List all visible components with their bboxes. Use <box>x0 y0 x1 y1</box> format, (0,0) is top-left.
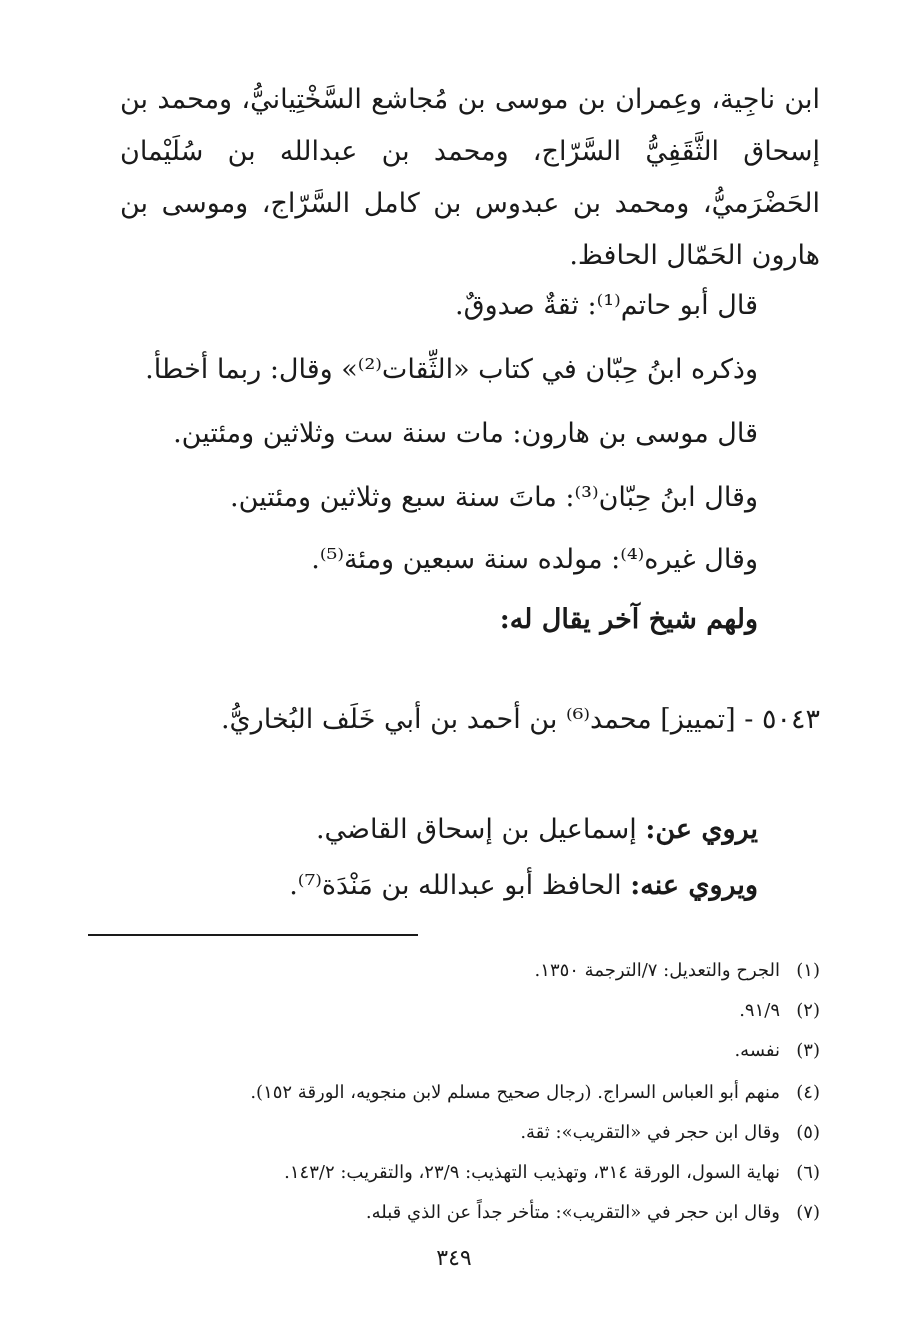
footnote-number: (٧) <box>796 1202 820 1223</box>
ibn-hibban-death-line: وقال ابنُ حِبّان⁽³⁾: ماتَ سنة سبع وثلاثين ومئتين. <box>230 482 758 513</box>
narrated-by-line <box>118 866 758 906</box>
section-heading: ولهم شيخ آخر يقال له: <box>499 604 758 635</box>
footnote-number: (٢) <box>796 1000 820 1021</box>
narrated-by-value: الحافظ أبو عبدالله بن مَنْدَة⁽⁷⁾. <box>289 870 631 901</box>
abu-hatim-line: قال أبو حاتم⁽¹⁾: ثقةٌ صدوقٌ. <box>455 290 758 321</box>
page-number: ٣٤٩ <box>436 1246 472 1271</box>
narrates-from-line <box>118 810 758 850</box>
footnote-item <box>80 956 820 986</box>
footnote-text: وقال ابن حجر في «التقريب»: ثقة. <box>520 1122 780 1143</box>
narrated-by-label: ويروي عنه: <box>630 870 758 901</box>
footnote-item <box>80 1158 820 1188</box>
footnote-number: (٣) <box>796 1040 820 1061</box>
narrates-from-value: إسماعيل بن إسحاق القاضي. <box>315 814 646 845</box>
footnote-divider <box>88 934 418 936</box>
footnote-number: (٤) <box>796 1082 820 1103</box>
footnote-text: ٩١/٩. <box>739 1000 780 1021</box>
footnote-item <box>80 1078 820 1108</box>
footnote-text: الجرح والتعديل: ٧/الترجمة ١٣٥٠. <box>534 960 780 981</box>
entry-heading: ٥٠٤٣ - [تمييز] محمد⁽⁶⁾ بن أحمد بن أبي خَلَف البُخاريُّ. <box>220 704 820 735</box>
footnote-text: منهم أبو العباس السراج. (رجال صحيح مسلم لابن منجويه، الورقة ١٥٢). <box>250 1082 780 1103</box>
footnote-text: وقال ابن حجر في «التقريب»: متأخر جداً عن الذي قبله. <box>365 1202 780 1223</box>
ibn-hibban-thiqat-line: وذكره ابنُ حِبّان في كتاب «الثِّقات⁽²⁾» وقال: ربما أخطأ. <box>145 354 758 385</box>
footnote-number: (٥) <box>796 1122 820 1143</box>
footnote-item <box>80 996 820 1026</box>
narrates-from-label: يروي عن: <box>645 814 758 845</box>
birth-year-line: وقال غيره⁽⁴⁾: مولده سنة سبعين ومئة⁽⁵⁾. <box>311 544 758 575</box>
footnote-number: (٦) <box>796 1162 820 1183</box>
footnote-item <box>80 1036 820 1066</box>
musa-harun-line: قال موسى بن هارون: مات سنة ست وثلاثين ومئتين. <box>173 418 758 449</box>
footnote-item <box>80 1118 820 1148</box>
footnote-number: (١) <box>796 960 820 981</box>
footnote-text: نفسه. <box>734 1040 780 1061</box>
footnote-text: نهاية السول، الورقة ٣١٤، وتهذيب التهذيب: ٢٣/٩، والتقريب: ١٤٣/٢. <box>284 1162 780 1183</box>
footnote-item <box>80 1198 820 1228</box>
intro-paragraph: ابن ناجِية، وعِمران بن موسى بن مُجاشع السَّخْتِيانيُّ، ومحمد بن إسحاق الثَّقَفِيُّ السَّرّاج، ومحمد بن عبدالله بن سُلَيْمان الحَضْرَميُّ، ومحمد بن عبدوس بن كامل السَّرّاج، وموسى بن هارون الحَمّال الحافظ. <box>120 84 820 271</box>
